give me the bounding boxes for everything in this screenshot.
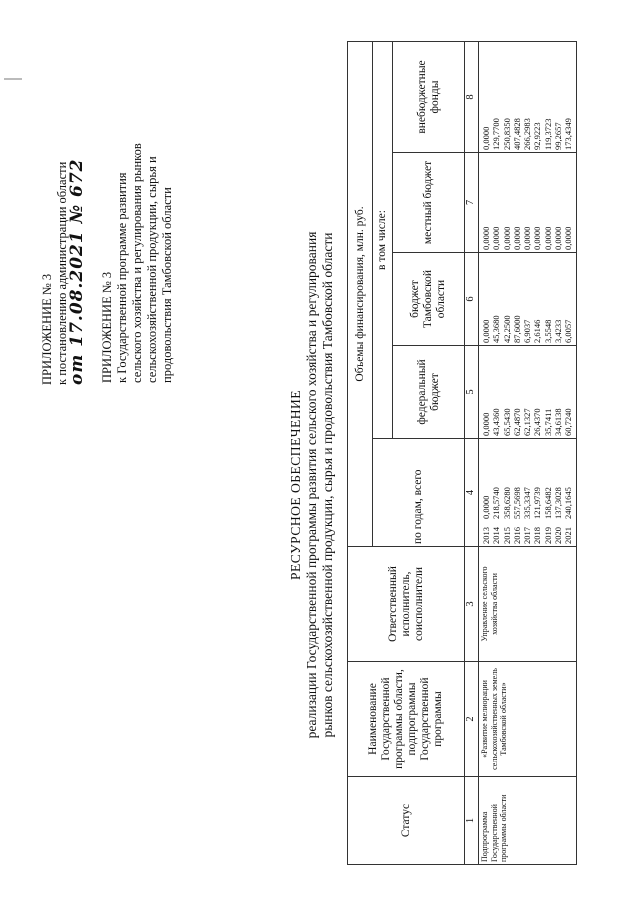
value-cell: 2014 (491, 527, 502, 544)
value-cell: 0,0000 (511, 226, 522, 250)
value-cell: 137,3028 (553, 487, 564, 519)
title-line-1: реализации Государственной программы развития сельского хозяйства и регулирования (304, 231, 319, 739)
header-regional-budget: бюджет Тамбовской области (393, 253, 465, 346)
value-cell: 0,0000 (481, 226, 491, 250)
value-cell: 34,6138 (553, 408, 564, 436)
value-cell: 218,5740 (491, 487, 502, 519)
header-executor: Ответственный исполнитель, соисполнители (348, 547, 465, 662)
value-cell: 2019 (542, 527, 553, 544)
local-values (479, 153, 577, 253)
value-cell: 0,0000 (542, 226, 553, 250)
federal-values (479, 346, 577, 439)
value-cell: 6,0057 (563, 319, 574, 343)
header-total-by-years: по годам, всего (373, 439, 465, 547)
column-number: 5 (465, 346, 479, 439)
header-program-name: Наименование Государственной программы области, подпрограммы Государственной программы (348, 662, 465, 777)
value-cell: 173,4349 (563, 118, 574, 150)
appendix-admin-title: ПРИЛОЖЕНИЕ № 3 (40, 273, 54, 385)
value-cell: 119,3723 (542, 118, 553, 150)
header-volumes: Объемы финансирования, млн. руб. (348, 42, 373, 547)
column-number: 2 (465, 662, 479, 777)
value-cell: 3,5548 (542, 319, 553, 343)
header-federal-budget: федеральный бюджет (393, 346, 465, 439)
value-cell: 0,0000 (491, 226, 502, 250)
value-cell: 62,1327 (522, 408, 533, 436)
value-cell: 0,0000 (553, 226, 564, 250)
value-cell: 35,7411 (542, 408, 553, 436)
appendix-admin-ref: к постановлению администрации области (55, 161, 69, 385)
value-cell: 0,0000 (481, 412, 491, 436)
row-status: Подпрограмма Государственной программы области (479, 777, 577, 865)
appendix-program-line-4: продовольствия Тамбовской области (160, 187, 174, 383)
document-title (288, 125, 336, 845)
value-cell: 45,3680 (491, 315, 502, 343)
scan-edge-mark (4, 78, 22, 80)
column-number: 3 (465, 547, 479, 662)
value-cell: 2015 (501, 527, 512, 544)
column-number: 1 (465, 777, 479, 865)
appendix-admin-block (40, 65, 85, 385)
value-cell: 0,0000 (501, 226, 512, 250)
value-cell: 43,4360 (491, 408, 502, 436)
value-cell: 2020 (553, 527, 564, 544)
value-cell: 250,8350 (501, 118, 512, 150)
value-cell: 2018 (532, 527, 543, 544)
table-row (479, 42, 577, 865)
appendix-program-title: ПРИЛОЖЕНИЕ № 3 (100, 271, 114, 383)
totals-list (481, 487, 574, 519)
value-cell: 42,2500 (501, 315, 512, 343)
column-number: 6 (465, 253, 479, 346)
row-years-and-totals (479, 439, 577, 547)
value-cell: 2013 (481, 527, 491, 544)
value-cell: 0,0000 (481, 495, 491, 519)
value-cell: 92,9223 (532, 122, 543, 150)
appendix-admin-date-number: от 17.08.2021 № 672 (67, 158, 87, 385)
value-cell: 121,9739 (532, 487, 543, 519)
column-number: 7 (465, 153, 479, 253)
appendix-program-line-1: к Государственной программе развития (115, 172, 129, 383)
value-cell: 0,0000 (532, 226, 543, 250)
value-cell: 358,6280 (501, 487, 512, 519)
row-program-name: «Развитие мелиорации сельскохозяйственных земель Тамбовской области» (479, 662, 577, 777)
value-cell: 26,4370 (532, 408, 543, 436)
value-cell: 0,0000 (522, 226, 533, 250)
value-cell: 407,4828 (511, 118, 522, 150)
appendix-program-line-3: сельскохозяйственной продукции, сырья и (145, 156, 159, 383)
value-cell: 65,5430 (501, 408, 512, 436)
appendix-program-block (100, 53, 175, 383)
header-including: в том числе: (373, 42, 393, 439)
offbudget-values (479, 42, 577, 153)
value-cell: 3,4233 (553, 319, 564, 343)
value-cell: 557,5698 (511, 487, 522, 519)
header-offbudget-funds: внебюджетные фонды (393, 42, 465, 153)
header-local-budget: местный бюджет (393, 153, 465, 253)
value-cell: 2016 (511, 527, 522, 544)
value-cell: 2021 (563, 527, 574, 544)
value-cell: 335,3347 (522, 487, 533, 519)
value-cell: 266,2983 (522, 118, 533, 150)
value-cell: 62,4870 (511, 408, 522, 436)
column-number: 8 (465, 42, 479, 153)
value-cell: 0,0000 (481, 126, 491, 150)
value-cell: 0,0000 (563, 226, 574, 250)
column-number: 4 (465, 439, 479, 547)
header-status: Статус (348, 777, 465, 865)
regional-values (479, 253, 577, 346)
title-line-2: рынков сельскохозяйственной продукции, сырья и продовольствия Тамбовской области (320, 232, 335, 738)
value-cell: 240,1645 (563, 487, 574, 519)
row-executor: Управление сельского хозяйства области (479, 547, 577, 662)
value-cell: 99,2657 (553, 122, 564, 150)
years-list (481, 527, 574, 544)
value-cell: 0,0000 (481, 319, 491, 343)
value-cell: 129,7700 (491, 118, 502, 150)
value-cell: 87,6000 (511, 315, 522, 343)
value-cell: 2,6146 (532, 319, 543, 343)
appendix-program-line-2: сельского хозяйства и регулирования рынков (130, 143, 144, 383)
resource-table (347, 41, 577, 865)
value-cell: 158,6482 (542, 487, 553, 519)
value-cell: 2017 (522, 527, 533, 544)
value-cell: 6,9037 (522, 319, 533, 343)
value-cell: 60,7240 (563, 408, 574, 436)
title-heading: РЕСУРСНОЕ ОБЕСПЕЧЕНИЕ (288, 390, 303, 580)
